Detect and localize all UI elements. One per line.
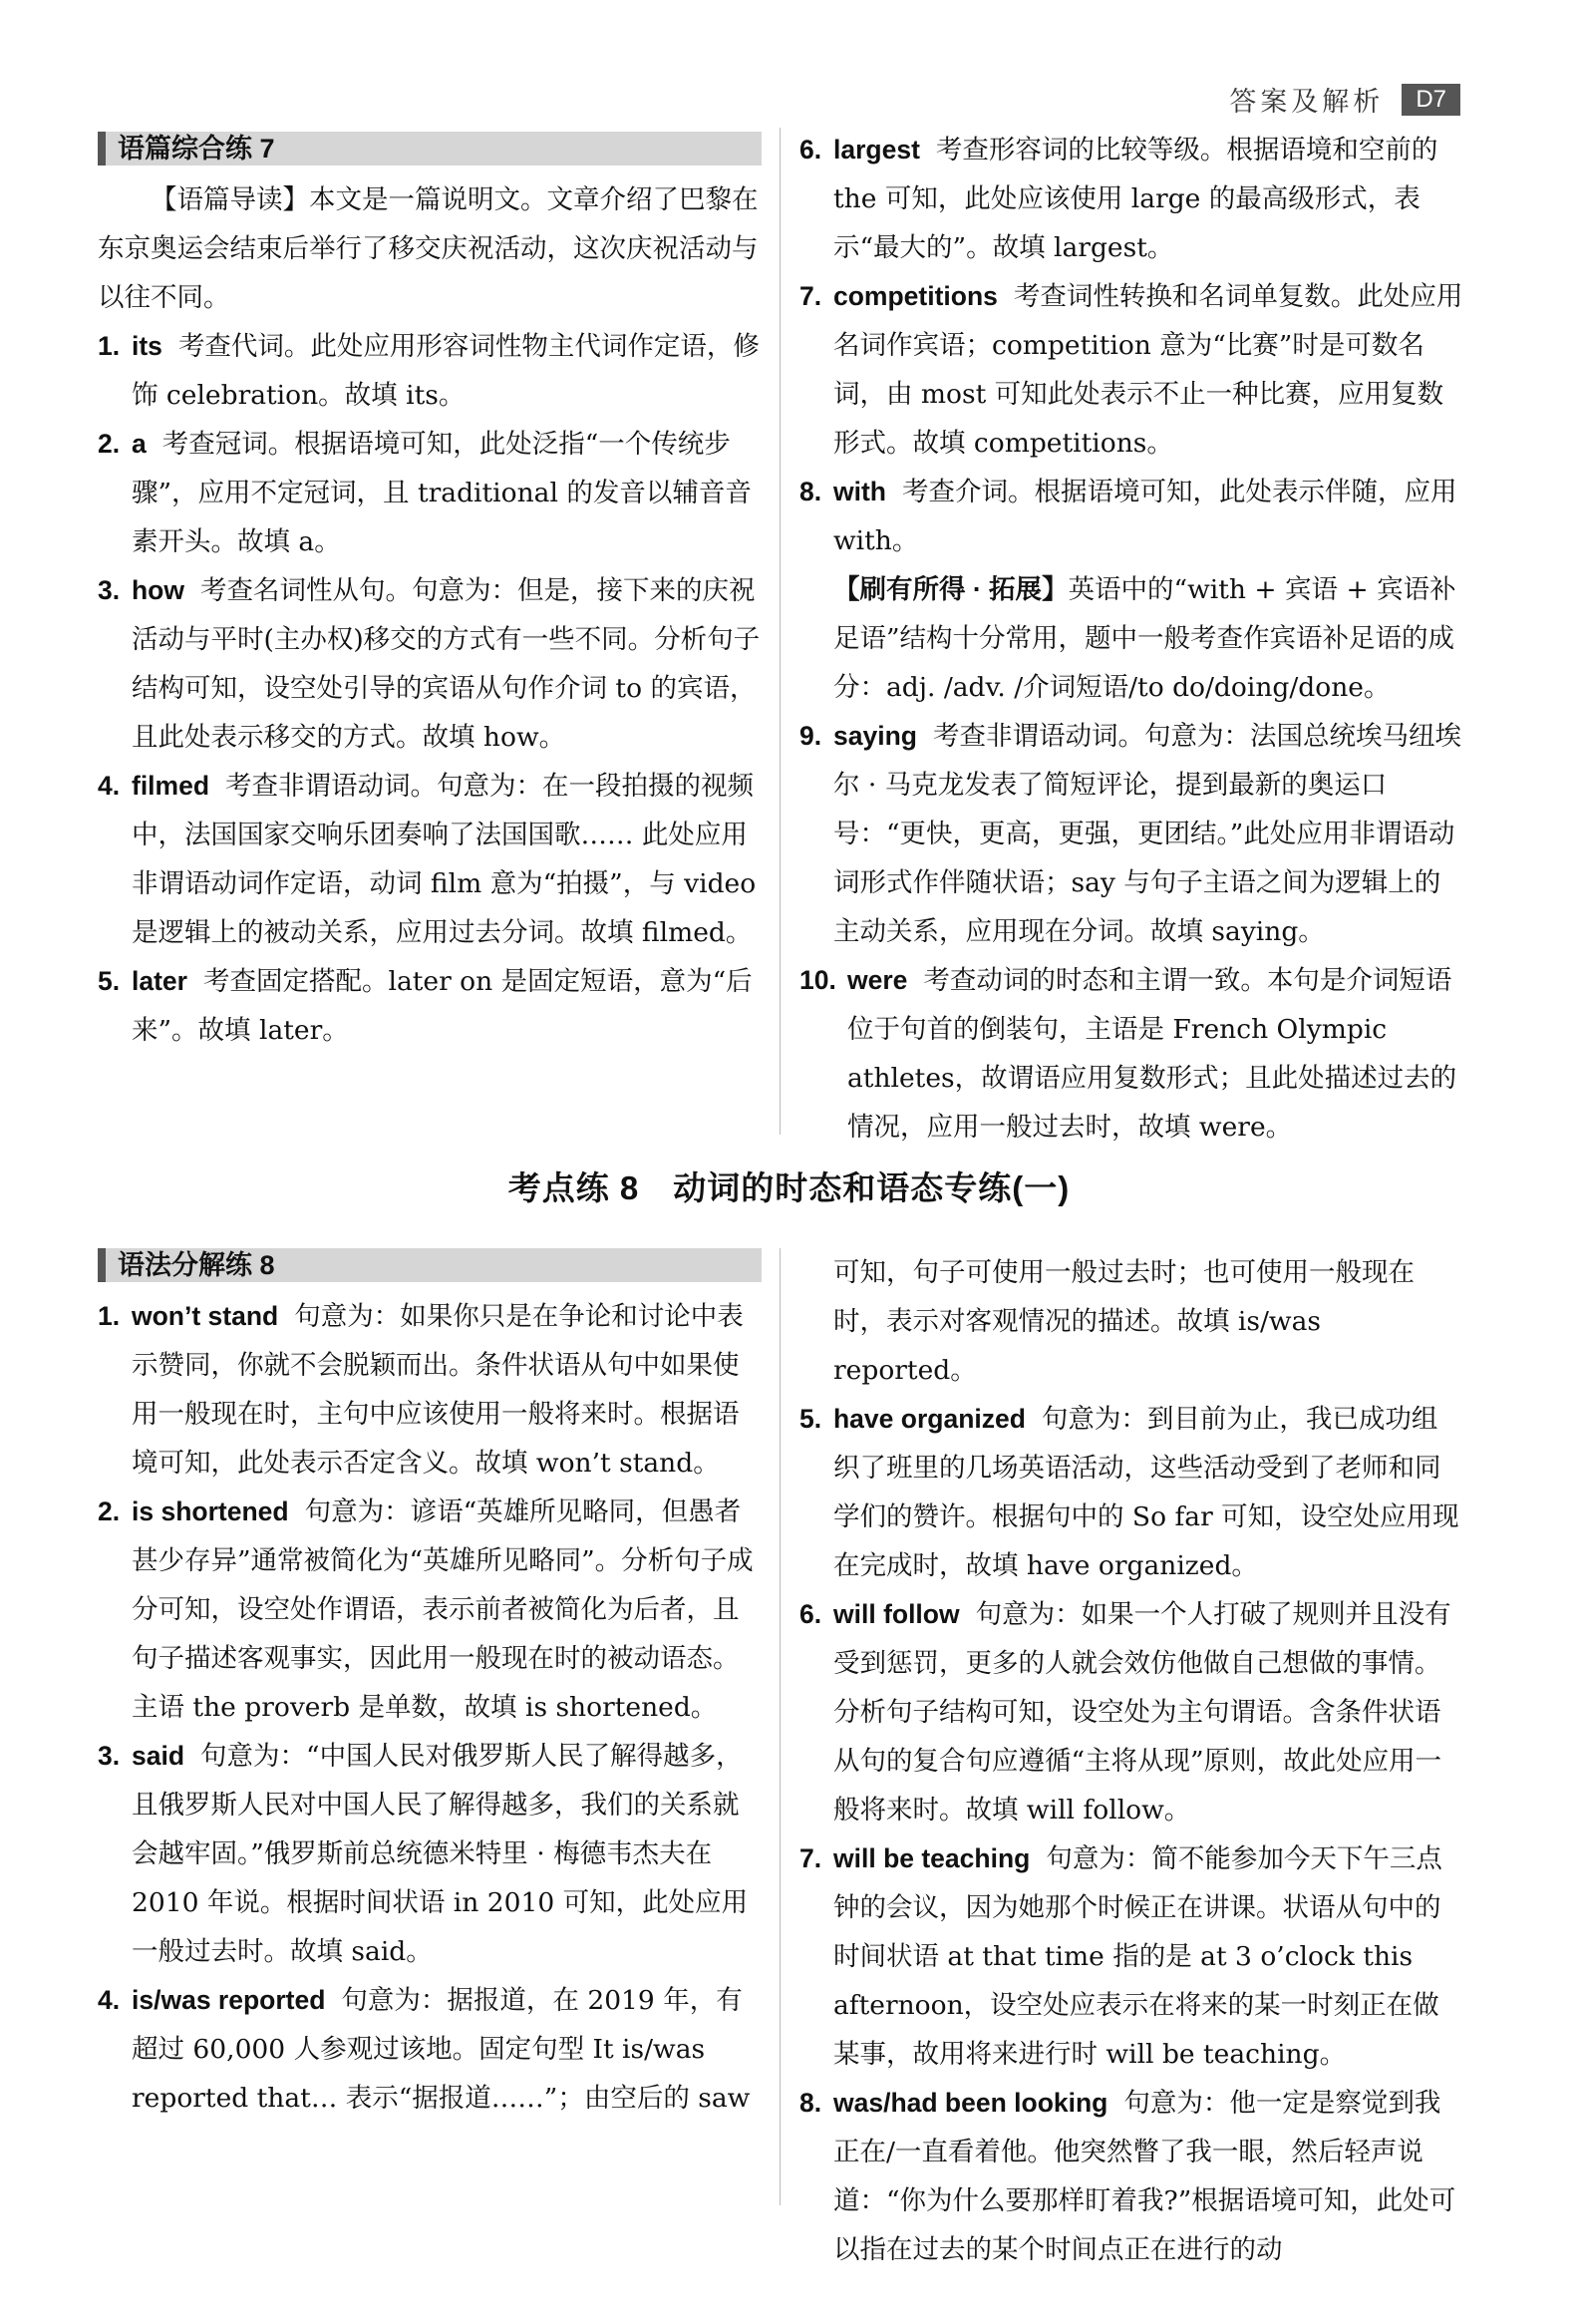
answer-item (98, 420, 762, 566)
item-number: 5. (98, 966, 121, 996)
answer-item (799, 272, 1463, 468)
item-number: 1. (98, 1301, 121, 1331)
item-answer: was/had been looking (833, 2088, 1108, 2118)
answer-item (98, 1292, 762, 1488)
continued-explanation: 可知，句子可使用一般过去时；也可使用一般现在时，表示对客观情况的描述。故填 is/was reported。 (833, 1257, 1415, 1386)
page-number-badge: D7 (1402, 84, 1460, 116)
item-answer: saying (833, 721, 917, 751)
item-answer: with (833, 477, 886, 506)
item-answer: a (132, 429, 147, 459)
expansion-label: 【刷有所得 · 拓展】 (833, 574, 1069, 604)
item-answer: is/was reported (132, 1985, 326, 2015)
item-answer: is shortened (132, 1496, 289, 1526)
item-number: 4. (98, 771, 121, 801)
item-number: 7. (799, 1843, 822, 1873)
expansion-text: 英语中的“with + 宾语 + 宾语补足语”结构十分常用，题中一般考查作宾语补足语的成分：adj. /adv. /介词短语/to do/doing/done。 (833, 574, 1456, 703)
item-explanation: 句意为：谚语“英雄所见略同，但愚者甚少存异”通常被简化为“英雄所见略同”。分析句子成分可知，设空处作谓语，表示前者被简化为后者，且句子描述客观事实，因此用一般现在时的被动语态。主语 the proverb 是单数，故填 is shortened。 (132, 1496, 754, 1723)
item-explanation: 考查动词的时态和主谓一致。本句是介词短语位于句首的倒装句，主语是 French Olympic athletes，故谓语应用复数形式；且此处描述过去的情况，应用一般过去时，故填 were。 (847, 965, 1457, 1143)
answer-item (98, 1488, 762, 1732)
item-answer: filmed (132, 771, 210, 801)
item-number: 6. (799, 1599, 822, 1629)
answer-item (799, 1834, 1463, 2079)
item-number: 2. (98, 429, 121, 459)
item-number: 8. (799, 2088, 822, 2118)
item-explanation: 考查冠词。根据语境可知，此处泛指“一个传统步骤”，应用不定冠词，且 traditional 的发音以辅音音素开头。故填 a。 (132, 429, 752, 557)
item-number: 4. (98, 1985, 121, 2015)
item-explanation: 考查形容词的比较等级。根据语境和空前的 the 可知，此处应该使用 large 的最高级形式，表示“最大的”。故填 largest。 (833, 135, 1438, 263)
answer-item (98, 957, 762, 1055)
item-number: 5. (799, 1404, 822, 1434)
item-explanation: 句意为：如果一个人打破了规则并且没有受到惩罚，更多的人就会效仿他做自己想做的事情。分析句子结构可知，设空处为主句谓语。含条件状语从句的复合句应遵循“主将从现”原则，故此处应用一般将来时。故填 will follow。 (833, 1599, 1451, 1826)
item-number: 2. (98, 1496, 121, 1526)
item-explanation: 考查非谓语动词。句意为：在一段拍摄的视频中，法国国家交响乐团奏响了法国国歌…… 此处应用非谓语动词作定语，动词 film 意为“拍摄”，与 video 是逻辑上的被动关系，应用过去分词。故填 filmed。 (132, 771, 757, 948)
column-divider-top (780, 128, 781, 1135)
item-explanation: 考查词性转换和名词单复数。此处应用名词作宾语；competition 意为“比赛”时是可数名词，由 most 可知此处表示不止一种比赛，应用复数形式。故填 competitions。 (833, 281, 1463, 459)
section-label-discourse: 语篇综合练 7 (98, 132, 762, 166)
item-answer: were (847, 965, 908, 995)
answer-item (799, 956, 1463, 1152)
item-explanation: 句意为：到目前为止，我已成功组织了班里的几场英语活动，这些活动受到了老师和同学们的赞许。根据句中的 So far 可知，设空处应用现在完成时，故填 have organized。 (833, 1404, 1459, 1581)
item-number: 6. (799, 135, 822, 165)
column-divider-bottom (780, 1248, 781, 2205)
item-answer: competitions (833, 281, 998, 311)
item-answer: have organized (833, 1404, 1026, 1434)
item-explanation: 句意为：简不能参加今天下午三点钟的会议，因为她那个时候正在讲课。状语从句中的时间状语 at that time 指的是 at 3 o’clock this afternoon，设空处应表示在将来的某一时刻正在做某事，故用将来进行时 will be teaching。 (833, 1843, 1442, 2070)
item-explanation: 考查代词。此处应用形容词性物主代词作定语，修饰 celebration。故填 its。 (132, 331, 760, 411)
item-explanation: 句意为：他一定是察觉到我正在/一直看着他。他突然瞥了我一眼，然后轻声说道：“你为什么要那样盯着我?”根据语境可知，此处可以指在过去的某个时间点正在进行的动 (833, 2088, 1456, 2265)
item-answer: will be teaching (833, 1843, 1031, 1873)
item-number: 3. (98, 575, 121, 605)
section-label-grammar: 语法分解练 8 (98, 1248, 762, 1282)
item-number: 7. (799, 281, 822, 311)
page-header (1229, 80, 1460, 119)
top-left-column (98, 132, 762, 1055)
bottom-right-column (799, 1248, 1463, 2274)
bottom-left-column (98, 1248, 762, 2123)
item-explanation: 考查非谓语动词。句意为：法国总统埃马纽埃尔 · 马克龙发表了简短评论，提到最新的奥运口号：“更快，更高，更强，更团结。”此处应用非谓语动词形式作伴随状语；say 与句子主语之间为逻辑上的主动关系，应用现在分词。故填 saying。 (833, 721, 1461, 947)
item-answer: how (132, 575, 184, 605)
answer-item (799, 1590, 1463, 1834)
item-answer: its (132, 331, 162, 361)
answer-item (98, 1976, 762, 2123)
item-number: 9. (799, 721, 822, 751)
answer-item (98, 762, 762, 957)
passage-intro: 【语篇导读】本文是一篇说明文。文章介绍了巴黎在东京奥运会结束后举行了移交庆祝活动，这次庆祝活动与以往不同。 (98, 184, 759, 313)
item-explanation: 考查名词性从句。句意为：但是，接下来的庆祝活动与平时(主办权)移交的方式有一些不同。分析句子结构可知，设空处引导的宾语从句作介词 to 的宾语，且此处表示移交的方式。故填 how。 (132, 575, 761, 753)
item-number: 1. (98, 331, 121, 361)
answer-item (98, 322, 762, 420)
answer-item (98, 1732, 762, 1976)
item-explanation: 句意为：“中国人民对俄罗斯人民了解得越多，且俄罗斯人民对中国人民了解得越多，我们的关系就会越牢固。”俄罗斯前总统德米特里 · 梅德韦杰夫在 2010 年说。根据时间状语 in 2010 可知，此处应用一般过去时。故填 said。 (132, 1741, 749, 1967)
answer-item (98, 566, 762, 762)
item-answer: later (132, 966, 187, 996)
item-number: 3. (98, 1741, 121, 1771)
item-explanation: 句意为：如果你只是在争论和讨论中表示赞同，你就不会脱颖而出。条件状语从句中如果使用一般现在时，主句中应该使用一般将来时。根据语境可知，此处表示否定含义。故填 won’t stand。 (132, 1301, 744, 1479)
item-explanation: 考查介词。根据语境可知，此处表示伴随，应用 with。 (833, 477, 1457, 556)
top-right-column (799, 126, 1463, 1152)
item-answer: won’t stand (132, 1301, 279, 1331)
answer-item (799, 2079, 1463, 2274)
item-number: 8. (799, 477, 822, 506)
item-answer: will follow (833, 1599, 960, 1629)
item-explanation: 考查固定搭配。later on 是固定短语，意为“后来”。故填 later。 (132, 966, 753, 1046)
item-answer: said (132, 1741, 185, 1771)
item-number: 10. (799, 965, 836, 995)
item-answer: largest (833, 135, 920, 165)
answer-item (799, 1395, 1463, 1590)
answer-item (799, 126, 1463, 272)
header-title: 答案及解析 (1229, 87, 1385, 118)
answer-item (799, 468, 1463, 565)
expansion-note (833, 565, 1463, 712)
section-title: 考点练 8 动词的时态和语态专练(一) (507, 1169, 1071, 1206)
item-explanation: 句意为：据报道，在 2019 年，有超过 60,000 人参观过该地。固定句型 It is/was reported that… 表示“据报道……”；由空后的 saw (132, 1985, 751, 2114)
answer-item (799, 712, 1463, 956)
